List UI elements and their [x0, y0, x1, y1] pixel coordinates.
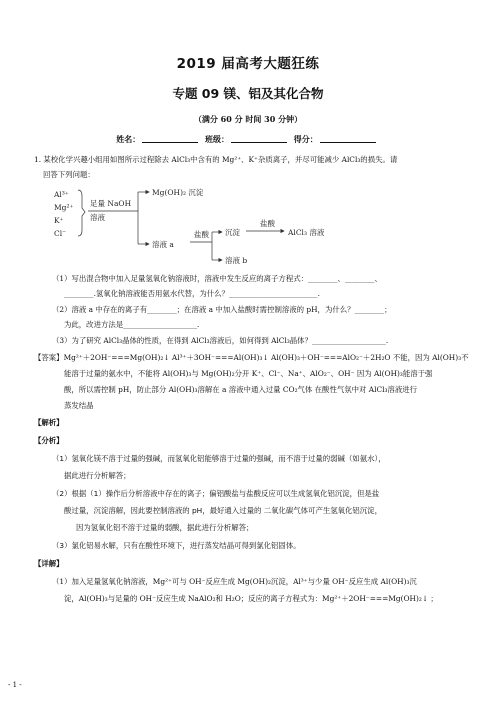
reagent-naoh: 足量 NaOH	[90, 199, 132, 208]
analysis-p2c: 因为氢氧化铝不溶于过量的弱酸，据此进行分析解答；	[76, 523, 254, 532]
student-info-line	[0, 134, 496, 145]
ion-k: K⁺	[54, 216, 64, 225]
answer-line-4: 蒸发结晶	[64, 401, 94, 410]
sub-question-2a: （2）溶液 a 中存在的离子有________；在溶液 a 中加入盐酸时需控制溶液的 pH，为什么？________；	[52, 305, 392, 314]
name-blank[interactable]	[142, 134, 198, 143]
sub-question-3: （3）为了研究 AlCl₃晶体的性质，在得到 AlCl₃溶液后，如何得到 AlCl₃晶体？____________________.	[52, 336, 389, 345]
answer-line-2: 能溶于过量的氨水中，不能将 Al(OH)₃与 Mg(OH)₂分开 K⁺、Cl⁻、Na⁺、AlO₂⁻、OH⁻ 因为 Al(OH)₃能溶于强	[64, 369, 433, 378]
hcl-label-1: 盐酸	[194, 230, 209, 239]
score-time-line: （满分 60 分 时间 30 分钟）	[193, 114, 303, 124]
analysis-p3: （3）氯化铝易水解，只有在酸性环境下，进行蒸发结晶可得到氯化铝固体。	[52, 541, 301, 550]
solution-b: 溶液 b	[225, 256, 248, 265]
score-label: 得分：	[293, 134, 318, 144]
ion-cl: Cl⁻	[54, 229, 67, 238]
alcl3-solution: AlCl₃ 溶液	[288, 228, 325, 237]
detail-tag: 【详解】	[34, 559, 64, 568]
question-line-1: 1. 某校化学兴趣小组用如图所示过程除去 AlCl₃中含有的 Mg²⁺、K⁺杂质离子，并尽可能减少 AlCl₃的损失。请	[34, 155, 398, 164]
sub-question-1a: （1）写出混合物中加入足量氢氧化钠溶液时，溶液中发生反应的离子方程式：________、________、	[52, 274, 382, 283]
name-label: 姓名：	[116, 134, 141, 144]
mgoh2-precipitate: Mg(OH)₂ 沉淀	[152, 188, 204, 197]
page-number: - 1 -	[8, 681, 22, 689]
hcl-label-2: 盐酸	[260, 219, 275, 228]
detail-line-1: （1）加入足量氢氧化钠溶液，Mg²⁺可与 OH⁻反应生成 Mg(OH)₂沉淀，Al³⁺与少量 OH⁻反应生成 Al(OH)₃沉	[52, 577, 417, 586]
solution-a: 溶液 a	[152, 240, 174, 249]
analysis-p1a: （1）氢氧化镁不溶于过量的强碱，而氢氧化铝能够溶于过量的强碱，而不溶于过量的弱碱（如氨水），	[52, 454, 386, 463]
analysis-tag: 【解析】	[34, 418, 64, 427]
analysis-p2a: （2）根据（1）操作后分析溶液中存在的离子；偏铝酸盐与盐酸反应可以生成氢氧化铝沉淀，但是盐	[52, 489, 380, 498]
sub-question-1b: ________.氢氧化钠溶液能否用氨水代替，为什么？________________________.	[64, 289, 320, 298]
analysis-p1b: 据此进行分析解答；	[64, 471, 131, 480]
process-flow-diagram	[52, 186, 352, 266]
precipitate-2: 沉淀	[225, 228, 240, 237]
answer-line-3: 酸，所以需控制 pH，防止部分 Al(OH)₃溶解在 a 溶液中通入过量 CO₂气体 在酸性气氛中对 AlCl₃溶液进行	[64, 385, 417, 394]
class-label: 班级：	[205, 134, 229, 144]
fenxi-tag: 【分析】	[34, 436, 64, 445]
answer-line-1: 【答案】Mg²⁺＋2OH⁻===Mg(OH)₂↓ Al³⁺＋3OH⁻===Al(OH)₃↓ Al(OH)₃＋OH⁻===AlO₂⁻＋2H₂O 不能，因为 Al(OH)₃不	[34, 353, 469, 362]
score-blank[interactable]	[320, 134, 376, 143]
question-line-2: 回答下列问题：	[43, 170, 95, 179]
ion-al: Al³⁺	[54, 190, 69, 199]
ion-mg: Mg²⁺	[54, 203, 74, 212]
doc-subtitle: 专题 09 镁、铝及其化合物	[172, 86, 324, 101]
class-blank[interactable]	[231, 134, 287, 143]
sub-question-2b: 为此，改进方法是____________________.	[64, 320, 200, 329]
detail-line-2: 淀，Al(OH)₃与足量的 OH⁻反应生成 NaAlO₂和 H₂O；反应的离子方程式为：Mg²⁺＋2OH⁻===Mg(OH)₂↓ ；	[64, 594, 438, 603]
doc-title: 2019 届高考大题狂练	[176, 56, 320, 72]
reagent-solution-label: 溶液	[90, 213, 105, 222]
left-brace	[78, 190, 85, 236]
analysis-p2b: 酸过量，沉淀溶解，因此要控制溶液的 pH，最好通入过量的 二氧化碳气体可产生氢氧化铝沉淀，	[64, 506, 382, 515]
